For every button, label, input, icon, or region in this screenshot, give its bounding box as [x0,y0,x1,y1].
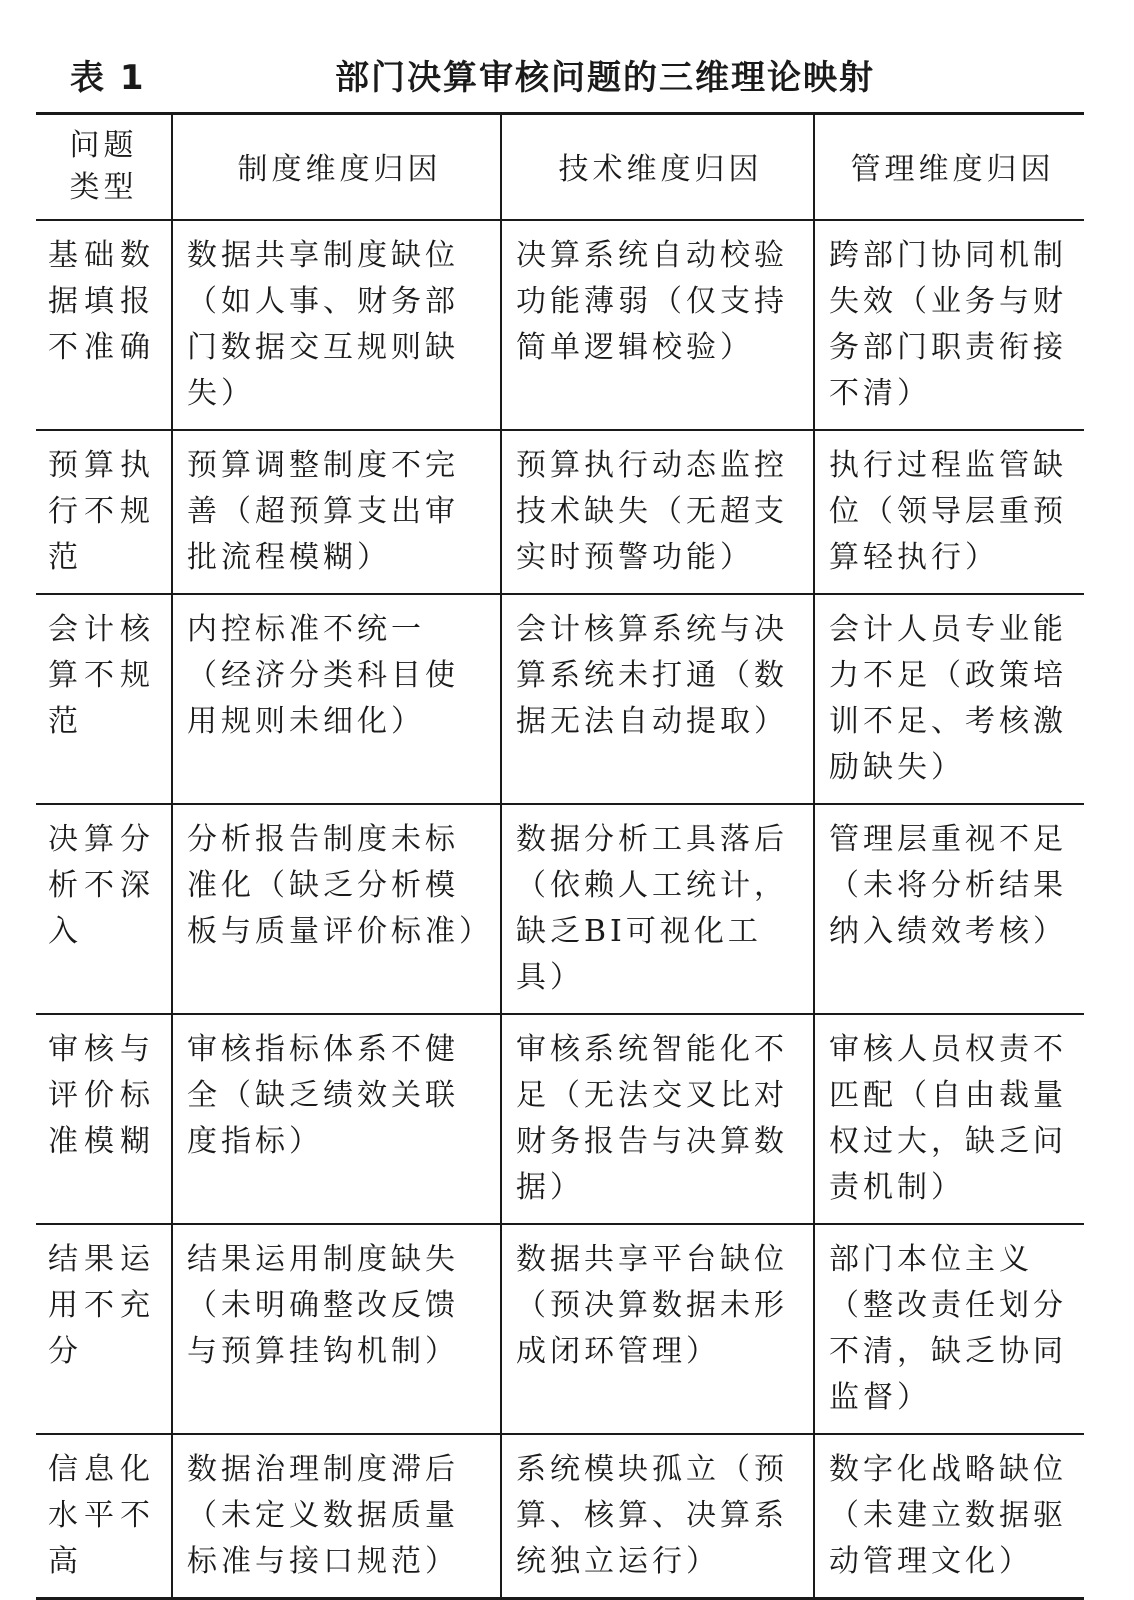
cell-system-cause: 数据共享制度缺位（如人事、财务部门数据交互规则缺失） [172,220,501,430]
cell-system-cause: 数据治理制度滞后（未定义数据质量标准与接口规范） [172,1434,501,1599]
cell-technology-cause: 会计核算系统与决算系统未打通（数据无法自动提取） [501,594,814,804]
cell-management-cause: 执行过程监管缺位（领导层重预算轻执行） [814,430,1084,594]
cell-management-cause: 会计人员专业能力不足（政策培训不足、考核激励缺失） [814,594,1084,804]
cell-management-cause: 数字化战略缺位（未建立数据驱动管理文化） [814,1434,1084,1599]
table-row [36,430,1084,594]
cell-system-cause: 结果运用制度缺失（未明确整改反馈与预算挂钩机制） [172,1224,501,1434]
table-caption [0,0,1134,112]
header-row [36,114,1084,221]
cell-system-cause: 内控标准不统一（经济分类科目使用规则未细化） [172,594,501,804]
cell-technology-cause: 数据共享平台缺位（预决算数据未形成闭环管理） [501,1224,814,1434]
cell-problem-type: 信息化水平不高 [36,1434,172,1599]
cell-problem-type: 基础数据填报不准确 [36,220,172,430]
table-row [36,1224,1084,1434]
cell-management-cause: 管理层重视不足（未将分析结果纳入绩效考核） [814,804,1084,1014]
cell-technology-cause: 预算执行动态监控技术缺失（无超支实时预警功能） [501,430,814,594]
cell-problem-type: 会计核算不规范 [36,594,172,804]
cell-technology-cause: 数据分析工具落后（依赖人工统计，缺乏BI可视化工具） [501,804,814,1014]
table-row [36,220,1084,430]
cell-management-cause: 跨部门协同机制失效（业务与财务部门职责衔接不清） [814,220,1084,430]
cell-technology-cause: 系统模块孤立（预算、核算、决算系统独立运行） [501,1434,814,1599]
cell-management-cause: 部门本位主义（整改责任划分不清，缺乏协同监督） [814,1224,1084,1434]
cell-problem-type: 决算分析不深入 [36,804,172,1014]
mapping-table [36,112,1084,1600]
table-row [36,594,1084,804]
header-problem-type: 问题类型 [36,114,172,221]
table-row [36,1434,1084,1599]
cell-system-cause: 审核指标体系不健全（缺乏绩效关联度指标） [172,1014,501,1224]
header-technology-dimension: 技术维度归因 [501,114,814,221]
cell-problem-type: 预算执行不规范 [36,430,172,594]
table-header [36,114,1084,221]
table-row [36,804,1084,1014]
cell-problem-type: 结果运用不充分 [36,1224,172,1434]
cell-system-cause: 预算调整制度不完善（超预算支出审批流程模糊） [172,430,501,594]
table-body [36,220,1084,1599]
cell-system-cause: 分析报告制度未标准化（缺乏分析模板与质量评价标准） [172,804,501,1014]
cell-technology-cause: 审核系统智能化不足（无法交叉比对财务报告与决算数据） [501,1014,814,1224]
cell-management-cause: 审核人员权责不匹配（自由裁量权过大，缺乏问责机制） [814,1014,1084,1224]
table-row [36,1014,1084,1224]
header-system-dimension: 制度维度归因 [172,114,501,221]
cell-technology-cause: 决算系统自动校验功能薄弱（仅支持简单逻辑校验） [501,220,814,430]
cell-problem-type: 审核与评价标准模糊 [36,1014,172,1224]
header-management-dimension: 管理维度归因 [814,114,1084,221]
table-number: 表 1 [70,58,146,98]
table-title: 部门决算审核问题的三维理论映射 [335,58,875,98]
